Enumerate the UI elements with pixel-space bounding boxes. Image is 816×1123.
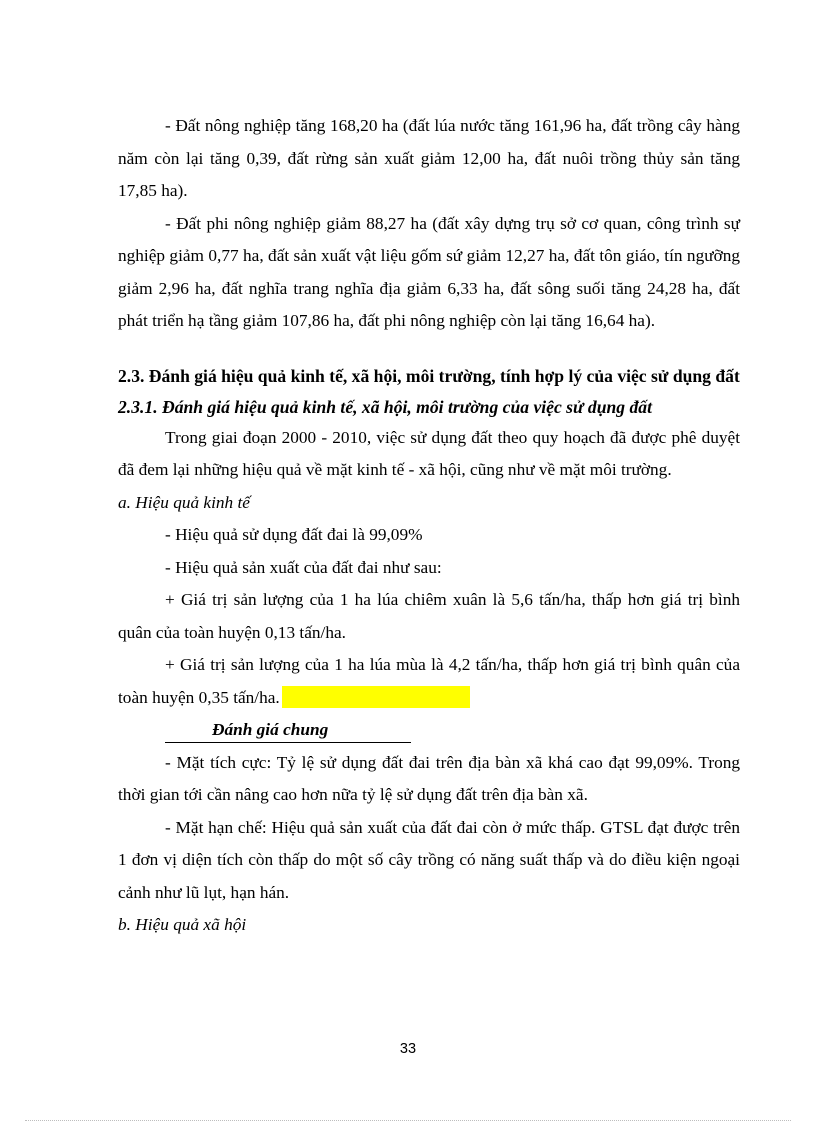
page-number: 33 [399,1041,417,1057]
item-production-efficiency: - Hiệu quả sản xuất của đất đai như sau: [165,557,442,577]
paragraph-agricultural-land: - Đất nông nghiệp tăng 168,20 ha (đất lúa nước tăng 161,96 ha, đất trồng cây hàng năm còn lại tăng 0,39, đất rừng sản xuất giảm 12,00 ha, đất nuôi trồng thủy sản tăng 17,85 ha). [118,116,740,200]
heading-economic-efficiency: a. Hiệu quả kinh tế [118,492,250,512]
item-land-use-efficiency: - Hiệu quả sử dụng đất đai là 99,09% [165,525,423,544]
heading-social-efficiency: b. Hiệu quả xã hội [118,915,247,934]
item-limitation-aspect: - Mặt hạn chế: Hiệu quả sản xuất của đất đai còn ở mức thấp. GTSL đạt được trên 1 đơn vị diện tích còn thấp do một số cây trồng có năng suất thấp và do điều kiện ngoại cảnh như lũ lụt, hạn hán. [118,817,740,902]
item-autumn-rice-value [118,649,740,714]
body-text [118,110,740,942]
paragraph-non-agricultural-land: - Đất phi nông nghiệp giảm 88,27 ha (đất xây dựng trụ sở cơ quan, công trình sự nghiệp giảm 0,77 ha, đất sản xuất vật liệu gốm sứ giảm 12,27 ha, đất tôn giáo, tín ngưỡng giảm 2,96 ha, đất nghĩa trang nghĩa địa giảm 6,33 ha, đất sông suối tăng 24,28 ha, đất phát triển hạ tầng giảm 107,86 ha, đất phi nông nghiệp còn lại tăng 16,64 ha). [118,213,740,330]
heading-2-3: 2.3. Đánh giá hiệu quả kinh tế, xã hội, môi trường, tính hợp lý của việc sử dụng đất [118,365,740,386]
item-positive-aspect: - Mặt tích cực: Tỷ lệ sử dụng đất đai trên địa bàn xã khá cao đạt 99,09%. Trong thời gian tới cần nâng cao hơn nữa tỷ lệ sử dụng đất trên địa bàn xã. [118,752,740,804]
item-spring-rice-value: + Giá trị sản lượng của 1 ha lúa chiêm xuân là 5,6 tấn/ha, thấp hơn giá trị bình quân của toàn huyện 0,13 tấn/ha. [118,590,740,642]
paragraph-intro: Trong giai đoạn 2000 - 2010, việc sử dụng đất theo quy hoạch đã được phê duyệt đã đem lại những hiệu quả về mặt kinh tế - xã hội, cũng như về mặt môi trường. [118,427,740,479]
page-bottom-divider [25,1120,791,1121]
subheading-general-assessment: Đánh giá chung [165,718,411,743]
autumn-rice-text: + Giá trị sản lượng của 1 ha lúa mùa là 4,2 tấn/ha, thấp hơn giá trị bình quân của toàn huyện 0,35 tấn/ha. [118,655,740,707]
yellow-highlight [282,686,470,708]
heading-2-3-1: 2.3.1. Đánh giá hiệu quả kinh tế, xã hội, môi trường của việc sử dụng đất [118,396,652,417]
subheading-general-row [118,714,740,747]
